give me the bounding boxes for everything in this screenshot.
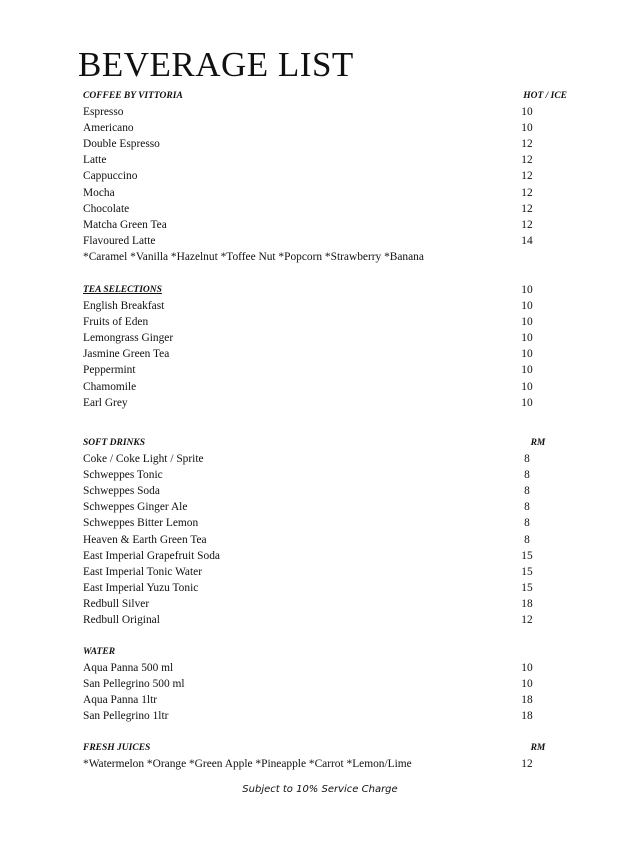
menu-item	[83, 217, 567, 233]
juices-section	[83, 740, 567, 772]
water-heading: WATER	[83, 647, 116, 657]
menu-item	[83, 451, 567, 467]
menu-item	[83, 346, 567, 362]
menu-item	[83, 395, 567, 411]
item-price: 10	[521, 332, 533, 345]
item-name: Double Espresso	[83, 138, 160, 151]
item-name: Chamomile	[83, 380, 137, 393]
item-name: Latte	[83, 154, 107, 167]
menu-item	[83, 483, 567, 499]
item-name: Aqua Panna 500 ml	[83, 662, 174, 675]
menu-item	[83, 660, 567, 676]
item-price: 8	[524, 533, 530, 546]
item-name: Heaven & Earth Green Tea	[83, 533, 207, 546]
service-charge-note: Subject to 10% Service Charge	[242, 784, 398, 795]
item-name: Coke / Coke Light / Sprite	[83, 453, 204, 466]
item-price: 10	[521, 364, 533, 377]
item-price: 10	[521, 396, 533, 409]
item-name: Peppermint	[83, 364, 136, 377]
item-price: 14	[521, 234, 533, 247]
item-price: 15	[521, 549, 533, 562]
item-price: 10	[521, 348, 533, 361]
item-price: 8	[524, 453, 530, 466]
item-price: 12	[521, 186, 533, 199]
tea-heading: TEA SELECTIONS	[83, 285, 162, 295]
item-price: 10	[521, 122, 533, 135]
menu-item	[83, 201, 567, 217]
item-price: 18	[521, 597, 533, 610]
item-name: Chocolate	[83, 202, 130, 215]
menu-item	[83, 499, 567, 515]
soft-drinks-section	[83, 435, 567, 628]
item-price: 12	[521, 154, 533, 167]
item-price: 8	[524, 501, 530, 514]
item-price: 12	[521, 614, 533, 627]
item-name: Jasmine Green Tea	[83, 348, 170, 361]
item-name: Earl Grey	[83, 396, 128, 409]
menu-item	[83, 692, 567, 708]
menu-item	[83, 152, 567, 168]
item-price: 10	[521, 380, 533, 393]
item-price: 10	[521, 106, 533, 119]
item-name: Cappuccino	[83, 170, 138, 183]
item-name: Schweppes Soda	[83, 485, 160, 498]
menu-item	[83, 708, 567, 724]
item-name: Aqua Panna 1ltr	[83, 694, 158, 707]
item-price: 8	[524, 517, 530, 530]
menu-item	[83, 104, 567, 120]
juice-options: *Watermelon *Orange *Green Apple *Pineapple *Carrot *Lemon/Lime	[83, 758, 412, 771]
item-name: Schweppes Bitter Lemon	[83, 517, 199, 530]
soft-drinks-column-label: RM	[530, 438, 546, 448]
item-name: San Pellegrino 1ltr	[83, 710, 169, 723]
item-name: English Breakfast	[83, 300, 165, 313]
juices-column-label: RM	[530, 743, 546, 753]
flavour-options	[83, 249, 567, 265]
menu-item	[83, 532, 567, 548]
menu-item	[83, 564, 567, 580]
item-price: 8	[524, 469, 530, 482]
item-price: 12	[521, 138, 533, 151]
item-price: 10	[521, 678, 533, 691]
menu-item	[83, 548, 567, 564]
item-name: Fruits of Eden	[83, 316, 149, 329]
menu-item	[83, 580, 567, 596]
tea-section	[83, 282, 567, 411]
soft-drinks-heading: SOFT DRINKS	[83, 438, 146, 448]
tea-heading-price: 10	[521, 284, 533, 296]
item-price: 12	[521, 202, 533, 215]
menu-item	[83, 756, 567, 772]
juices-heading-row	[83, 740, 567, 756]
menu-item	[83, 612, 567, 628]
item-price: 8	[524, 485, 530, 498]
item-name: East Imperial Tonic Water	[83, 565, 203, 578]
menu-item	[83, 168, 567, 184]
menu-item	[83, 314, 567, 330]
item-price: 15	[521, 565, 533, 578]
menu-item	[83, 136, 567, 152]
item-price: 12	[521, 170, 533, 183]
item-name: Lemongrass Ginger	[83, 332, 174, 345]
item-price: 18	[521, 710, 533, 723]
menu-item	[83, 596, 567, 612]
item-name: Matcha Green Tea	[83, 218, 167, 231]
item-price: 15	[521, 581, 533, 594]
item-name: San Pellegrino 500 ml	[83, 678, 185, 691]
item-name: Mocha	[83, 186, 115, 199]
page-title: BEVERAGE LIST	[78, 45, 354, 84]
water-heading-row	[83, 644, 567, 660]
menu-item	[83, 515, 567, 531]
item-price: 12	[521, 218, 533, 231]
item-name: East Imperial Grapefruit Soda	[83, 549, 220, 562]
item-price: 10	[521, 316, 533, 329]
item-name: Flavoured Latte	[83, 234, 156, 247]
item-name: Americano	[83, 122, 134, 135]
juices-heading: FRESH JUICES	[83, 743, 151, 753]
item-name: Schweppes Tonic	[83, 469, 163, 482]
item-name: East Imperial Yuzu Tonic	[83, 581, 199, 594]
item-name: Redbull Original	[83, 614, 160, 627]
item-name: Redbull Silver	[83, 597, 150, 610]
water-section	[83, 644, 567, 724]
menu-item	[83, 676, 567, 692]
coffee-section	[83, 88, 567, 265]
coffee-column-label: HOT / ICE	[523, 91, 567, 101]
item-price: 10	[521, 662, 533, 675]
menu-item	[83, 379, 567, 395]
menu-item	[83, 233, 567, 249]
menu-item	[83, 120, 567, 136]
menu-item	[83, 362, 567, 378]
item-price: 10	[521, 300, 533, 313]
tea-heading-row	[83, 282, 567, 298]
menu-item	[83, 467, 567, 483]
coffee-heading: COFFEE BY VITTORIA	[83, 91, 183, 101]
item-name: Espresso	[83, 106, 124, 119]
soft-drinks-heading-row	[83, 435, 567, 451]
item-name: Schweppes Ginger Ale	[83, 501, 188, 514]
menu-item	[83, 185, 567, 201]
menu-item	[83, 330, 567, 346]
menu-item	[83, 298, 567, 314]
item-price: 18	[521, 694, 533, 707]
item-price: 12	[521, 758, 533, 771]
coffee-heading-row	[83, 88, 567, 104]
flavour-list: *Caramel *Vanilla *Hazelnut *Toffee Nut *Popcorn *Strawberry *Banana	[83, 250, 424, 263]
